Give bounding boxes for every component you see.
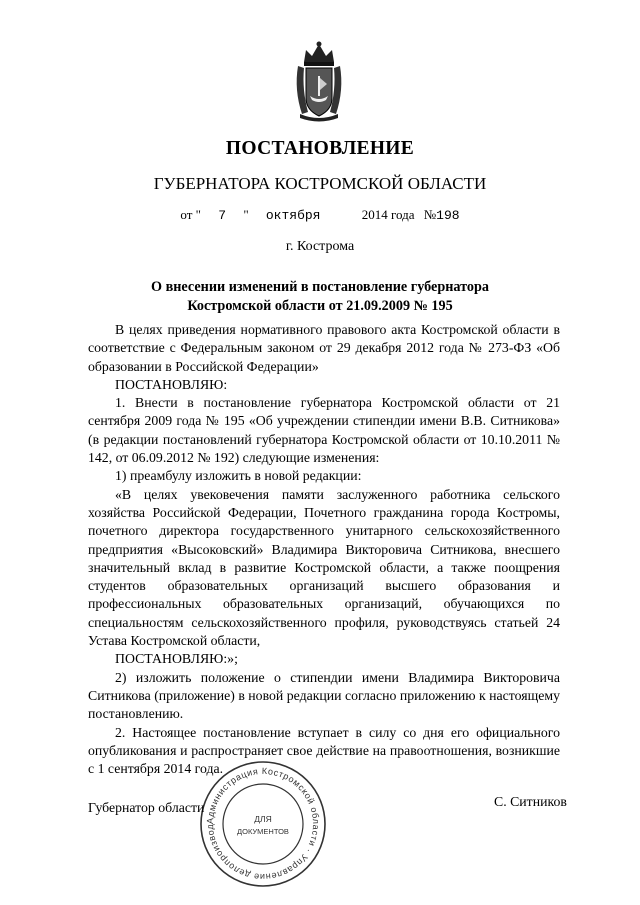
body-paragraph: ПОСТАНОВЛЯЮ: [115, 376, 228, 392]
office-stamp [197, 758, 329, 890]
date-number-line [0, 207, 640, 223]
date-prefix: от " [180, 207, 201, 222]
stamp-center-line-1: ДЛЯ [254, 814, 272, 824]
body-paragraph: ПОСТАНОВЛЯЮ:»; [115, 651, 238, 667]
date-day: 7 [218, 208, 227, 223]
document-body [88, 321, 560, 778]
city: г. Кострома [285, 239, 355, 254]
body-paragraph: 2) изложить положение о стипендии имени Владимира Викторовича Ситникова (приложение) в новой редакции согласно приложению к настоящему постановлению. [88, 669, 560, 722]
issuer-subtitle: ГУБЕРНАТОРА КОСТРОМСКОЙ ОБЛАСТИ [153, 174, 487, 193]
coat-of-arms-icon [292, 40, 346, 122]
body-paragraph: 1. Внести в постановление губернатора Костромской области от 21 сентября 2009 года № 195 «Об учреждении стипендии имени В.В. Ситникова» (в редакции постановлений губернатора Костромской области от 10.10.2011 № 142, от 06.09.2012 № 192) следующие изменения: [88, 395, 560, 466]
stamp-ring-text: Администрация Костромской области · Управление делопроизвод [204, 765, 322, 883]
body-paragraph: 1) преамбулу изложить в новой редакции: [115, 468, 362, 484]
number-sign: № [423, 207, 437, 222]
document-number: 198 [436, 208, 460, 223]
signer-name: С. Ситников [494, 794, 567, 809]
stamp-center-line-2: ДОКУМЕНТОВ [237, 827, 289, 836]
date-separator: " [243, 207, 249, 222]
body-paragraph: «В целях увековечения памяти заслуженного работника сельского хозяйства Российской Федерации, Почетного гражданина города Костромы, почетного директора государственного унитарного сельскохозяйственного предприятия «Высоковский» Владимира Викторовича Ситникова, внесшего значительный вклад в развитие Костромской области, а также поощрения студентов образовательных организаций высшего образования и профессиональных образовательных организаций, обучающихся по специальностям сельскохозяйственного профиля, руководствуясь статьей 24 Устава Костромской области, [88, 486, 560, 649]
heading-line-1: О внесении изменений в постановление губернатора [151, 279, 489, 295]
date-year: 2014 года [361, 207, 415, 222]
heading-line-2: Костромской области от 21.09.2009 № 195 [187, 298, 453, 314]
body-paragraph: В целях приведения нормативного правового акта Костромской области в соответствие с Федеральным законом от 29 декабря 2012 года № 273-ФЗ «Об образовании в Российской Федерации» [88, 322, 560, 374]
document-title: ПОСТАНОВЛЕНИЕ [225, 138, 415, 159]
signer-position: Губернатор области [88, 800, 205, 815]
date-month: октября [265, 208, 321, 223]
body-paragraph: 2. Настоящее постановление вступает в силу со дня его официального опубликования и распространяет свое действие на правоотношения, возникшие с 1 сентября 2014 года. [88, 724, 560, 777]
document-heading [0, 278, 640, 316]
